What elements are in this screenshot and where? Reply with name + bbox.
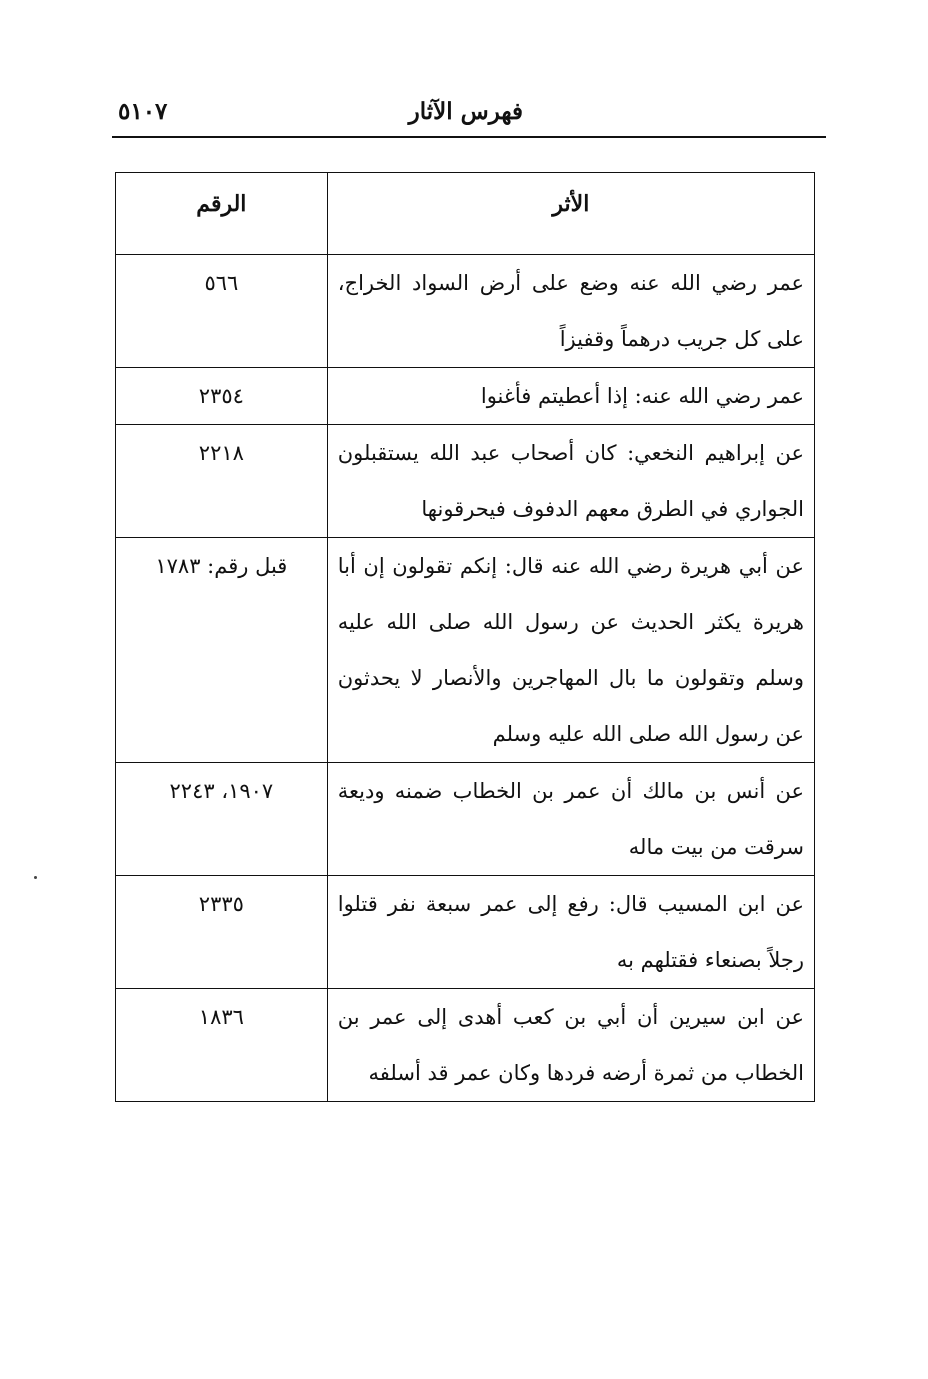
running-title: فهرس الآثار: [408, 98, 523, 125]
column-header-number: الرقم: [116, 173, 328, 255]
table-row: [116, 368, 815, 425]
athar-number: ٢٣٣٥: [116, 876, 328, 989]
table-row: [116, 425, 815, 538]
page-number: ٥١٠٧: [118, 98, 168, 125]
athar-number: ٢٣٥٤: [116, 368, 328, 425]
athar-number: ٢٢١٨: [116, 425, 328, 538]
scan-speck: [34, 876, 37, 879]
athar-text: عن أنس بن مالك أن عمر بن الخطاب ضمنه وديعة سرقت من بيت ماله: [327, 763, 814, 876]
table-row: [116, 989, 815, 1102]
athar-number: ١٨٣٦: [116, 989, 328, 1102]
table-row: [116, 255, 815, 368]
athar-number: ٥٦٦: [116, 255, 328, 368]
athar-text: عن أبي هريرة رضي الله عنه قال: إنكم تقولون إن أبا هريرة يكثر الحديث عن رسول الله صلى الله عليه وسلم وتقولون ما بال المهاجرين والأنصار لا يحدثون عن رسول الله صلى الله عليه وسلم: [327, 538, 814, 763]
athar-number: قبل رقم: ١٧٨٣: [116, 538, 328, 763]
page-header: [112, 92, 826, 138]
table-row: [116, 876, 815, 989]
table-header-row: [116, 173, 815, 255]
table-row: [116, 763, 815, 876]
athar-index-table: [115, 172, 815, 1102]
column-header-athar: الأثر: [327, 173, 814, 255]
athar-text: عن ابن سيرين أن أبي بن كعب أهدى إلى عمر بن الخطاب من ثمرة أرضه فردها وكان عمر قد أسلفه: [327, 989, 814, 1102]
athar-text: عن إبراهيم النخعي: كان أصحاب عبد الله يستقبلون الجواري في الطرق معهم الدفوف فيحرقونها: [327, 425, 814, 538]
athar-text: عن ابن المسيب قال: رفع إلى عمر سبعة نفر قتلوا رجلاً بصنعاء فقتلهم به: [327, 876, 814, 989]
athar-text: عمر رضي الله عنه وضع على أرض السواد الخراج، على كل جريب درهماً وقفيزاً: [327, 255, 814, 368]
athar-number: ١٩٠٧، ٢٢٤٣: [116, 763, 328, 876]
athar-text: عمر رضي الله عنه: إذا أعطيتم فأغنوا: [327, 368, 814, 425]
table-row: [116, 538, 815, 763]
